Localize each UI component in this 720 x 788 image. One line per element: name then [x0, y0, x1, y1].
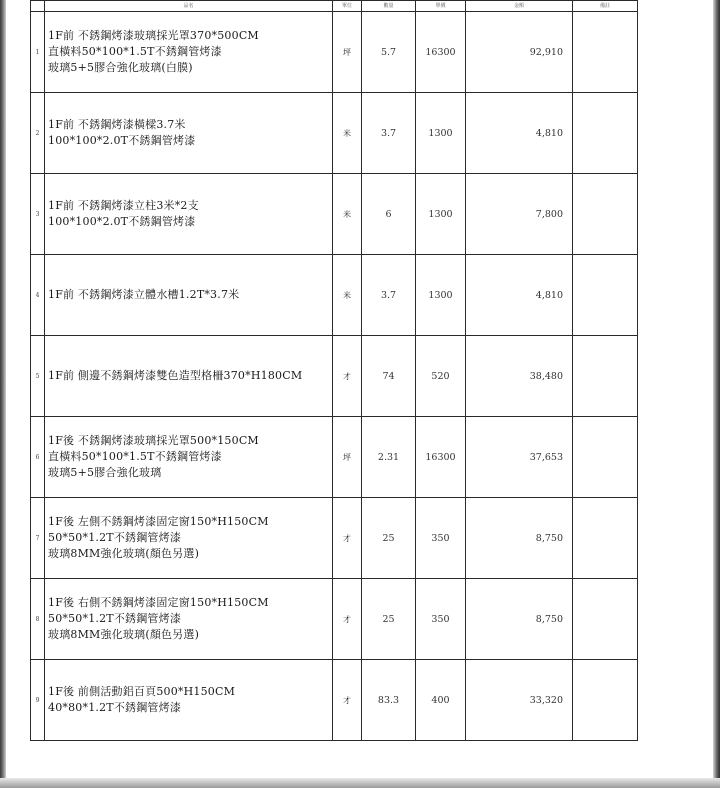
item-line: 玻璃5+5膠合強化玻璃	[48, 466, 162, 479]
unit-price-cell: 1300	[416, 93, 466, 174]
row-number: 1	[31, 12, 45, 93]
note-cell	[573, 498, 638, 579]
note-cell	[573, 336, 638, 417]
item-line: 100*100*2.0T不銹鋼管烤漆	[48, 134, 196, 147]
unit-cell: 才	[333, 336, 362, 417]
table-row	[31, 579, 638, 660]
note-cell	[573, 255, 638, 336]
unit-price-cell: 1300	[416, 174, 466, 255]
unit-cell: 坪	[333, 12, 362, 93]
item-description	[45, 174, 333, 255]
row-number: 2	[31, 93, 45, 174]
item-line: 1F後 前側活動鋁百頁500*H150CM	[48, 685, 236, 698]
unit-cell: 坪	[333, 417, 362, 498]
page-shadow-right	[713, 0, 720, 788]
item-line: 直橫料50*100*1.5T不銹鋼管烤漆	[48, 450, 222, 463]
item-line: 1F後 不銹鋼烤漆玻璃採光罩500*150CM	[48, 434, 259, 447]
row-number: 5	[31, 336, 45, 417]
item-description	[45, 417, 333, 498]
row-number: 3	[31, 174, 45, 255]
unit-cell: 才	[333, 579, 362, 660]
quantity-cell: 3.7	[362, 255, 416, 336]
unit-price-cell: 350	[416, 498, 466, 579]
note-cell	[573, 12, 638, 93]
item-description	[45, 660, 333, 741]
amount-cell: 8,750	[466, 579, 573, 660]
amount-cell: 8,750	[466, 498, 573, 579]
header-amount: 金額	[466, 1, 573, 12]
quantity-cell: 83.3	[362, 660, 416, 741]
unit-price-cell: 16300	[416, 417, 466, 498]
unit-cell: 才	[333, 660, 362, 741]
item-description	[45, 579, 333, 660]
item-line: 玻璃8MM強化玻璃(顏色另選)	[48, 628, 200, 641]
amount-cell: 38,480	[466, 336, 573, 417]
row-number: 8	[31, 579, 45, 660]
table-header	[31, 1, 638, 12]
item-description	[45, 12, 333, 93]
quantity-cell: 2.31	[362, 417, 416, 498]
note-cell	[573, 93, 638, 174]
header-no	[31, 1, 45, 12]
unit-price-cell: 400	[416, 660, 466, 741]
table-row	[31, 174, 638, 255]
table-row	[31, 660, 638, 741]
quantity-cell: 25	[362, 498, 416, 579]
quantity-cell: 3.7	[362, 93, 416, 174]
unit-price-cell: 1300	[416, 255, 466, 336]
item-line: 1F前 側邊不銹鋼烤漆雙色造型格柵370*H180CM	[48, 369, 303, 382]
item-line: 1F前 不銹鋼烤漆立體水槽1.2T*3.7米	[48, 288, 240, 301]
item-description	[45, 93, 333, 174]
note-cell	[573, 174, 638, 255]
item-line: 1F前 不銹鋼烤漆立柱3米*2支	[48, 199, 199, 212]
item-line: 100*100*2.0T不銹鋼管烤漆	[48, 215, 196, 228]
row-number: 4	[31, 255, 45, 336]
note-cell	[573, 417, 638, 498]
item-line: 50*50*1.2T不銹鋼管烤漆	[48, 612, 182, 625]
item-line: 玻璃5+5膠合強化玻璃(白膜)	[48, 61, 193, 74]
unit-cell: 米	[333, 255, 362, 336]
page-shadow-left	[0, 0, 6, 788]
unit-price-cell: 16300	[416, 12, 466, 93]
item-description	[45, 498, 333, 579]
unit-price-cell: 520	[416, 336, 466, 417]
row-number: 7	[31, 498, 45, 579]
item-line: 直橫料50*100*1.5T不銹鋼管烤漆	[48, 45, 222, 58]
table-row	[31, 417, 638, 498]
item-description	[45, 255, 333, 336]
quotation-table	[30, 0, 638, 741]
amount-cell: 4,810	[466, 93, 573, 174]
note-cell	[573, 579, 638, 660]
item-line: 玻璃8MM強化玻璃(顏色另選)	[48, 547, 200, 560]
item-line: 50*50*1.2T不銹鋼管烤漆	[48, 531, 182, 544]
amount-cell: 33,320	[466, 660, 573, 741]
table-body	[31, 12, 638, 741]
header-quantity: 數量	[362, 1, 416, 12]
item-line: 1F後 左側不銹鋼烤漆固定窗150*H150CM	[48, 515, 269, 528]
row-number: 6	[31, 417, 45, 498]
quantity-cell: 5.7	[362, 12, 416, 93]
item-line: 1F前 不銹鋼烤漆橫樑3.7米	[48, 118, 186, 131]
header-note: 備註	[573, 1, 638, 12]
table-row	[31, 12, 638, 93]
item-line: 40*80*1.2T不銹鋼管烤漆	[48, 701, 182, 714]
unit-cell: 米	[333, 93, 362, 174]
unit-cell: 才	[333, 498, 362, 579]
table-row	[31, 255, 638, 336]
table-row	[31, 93, 638, 174]
header-unit-price: 單價	[416, 1, 466, 12]
item-description	[45, 336, 333, 417]
page-shadow-bottom	[0, 778, 720, 788]
quantity-cell: 6	[362, 174, 416, 255]
amount-cell: 37,653	[466, 417, 573, 498]
amount-cell: 7,800	[466, 174, 573, 255]
item-line: 1F前 不銹鋼烤漆玻璃採光罩370*500CM	[48, 29, 259, 42]
header-unit: 單位	[333, 1, 362, 12]
amount-cell: 4,810	[466, 255, 573, 336]
row-number: 9	[31, 660, 45, 741]
table-row	[31, 336, 638, 417]
unit-cell: 米	[333, 174, 362, 255]
unit-price-cell: 350	[416, 579, 466, 660]
quantity-cell: 25	[362, 579, 416, 660]
note-cell	[573, 660, 638, 741]
amount-cell: 92,910	[466, 12, 573, 93]
header-item-name: 品名	[45, 1, 333, 12]
item-line: 1F後 右側不銹鋼烤漆固定窗150*H150CM	[48, 596, 269, 609]
quantity-cell: 74	[362, 336, 416, 417]
table-row	[31, 498, 638, 579]
